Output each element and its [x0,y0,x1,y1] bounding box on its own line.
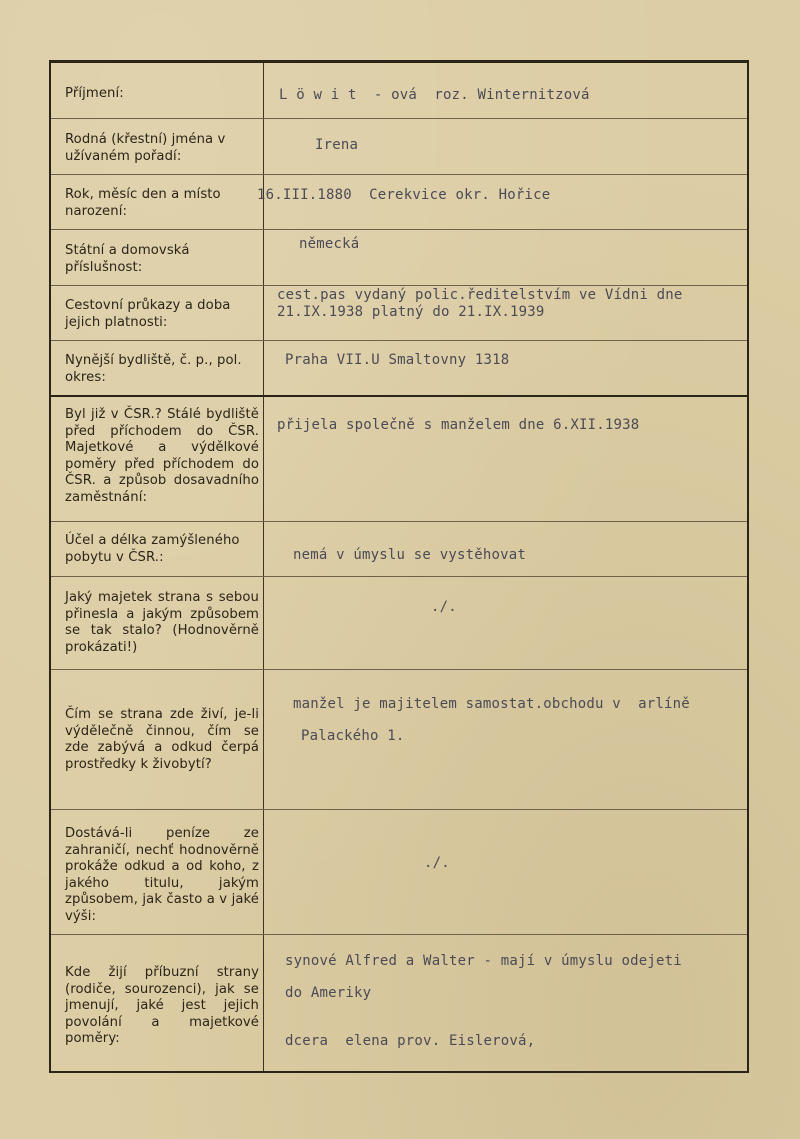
row-income [51,670,747,810]
value-passports-line-2: 21.IX.1938 platný do 21.IX.1939 [277,304,545,320]
row-purpose [51,522,747,577]
row-relatives [51,935,747,1073]
value-surname: L ö w i t - ová roz. Winternitzová [279,87,590,103]
label-property: Jaký majetek strana s sebou přinesla a jakým způsobem se tak stalo? (Hodnověrně prokázati!) [65,590,259,655]
label-passports: Cestovní průkazy a doba jejich platnosti: [65,298,231,330]
value-relatives-line-1: synové Alfred a Walter - mají v úmyslu odejeti [285,953,682,969]
value-foreign-money: ./. [424,855,450,871]
value-previous-stay: přijela společně s manželem dne 6.XII.1938 [277,417,640,433]
registration-form [49,60,749,1073]
label-foreign-money: Dostává-li peníze ze zahraničí, nechť hodnověrně prokáže odkud a od koho, z jakého titulu, jakým způsobem, jak často a v jaké výši: [65,826,259,924]
label-surname: Příjmení: [65,86,124,101]
row-citizenship [51,230,747,286]
row-previous-stay [51,397,747,522]
value-property: ./. [431,599,457,615]
value-passports-line-1: cest.pas vydaný polic.ředitelstvím ve Vídni dne [277,287,683,303]
row-residence [51,341,747,397]
value-income-line-1: manžel je majitelem samostat.obchodu v arlíně [293,696,690,712]
value-residence: Praha VII.U Smaltovny 1318 [285,352,510,368]
row-given-names [51,119,747,175]
label-birth: Rok, měsíc den a místo narození: [65,187,221,219]
row-foreign-money [51,810,747,935]
label-relatives: Kde žijí příbuzní strany (rodiče, sourozenci), jak se jmenují, jaké jest jejich povolání a majetkové poměry: [65,965,259,1046]
label-residence: Nynější bydliště, č. p., pol. okres: [65,353,242,385]
row-birth [51,175,747,230]
row-surname [51,63,747,119]
value-relatives-line-3: dcera elena prov. Eislerová, [285,1033,536,1049]
label-income: Čím se strana zde živí, je-li výdělečně činnou, čím se zde zabývá a odkud čerpá prostředky k živobytí? [65,707,259,772]
value-purpose: nemá v úmyslu se vystěhovat [293,547,526,563]
label-purpose: Účel a délka zamýšleného pobytu v ČSR.: [65,533,240,565]
value-income-line-2: Palackého 1. [301,728,405,744]
label-previous-stay: Byl již v ČSR.? Stálé bydliště před příchodem do ČSR. Majetkové a výdělkové poměry před příchodem do ČSR. a způsob dosavadního zaměstnání: [65,407,259,505]
row-property [51,577,747,670]
row-passports [51,286,747,341]
value-birth: 16.III.1880 Cerekvice okr. Hořice [257,187,551,203]
label-citizenship: Státní a domovská příslušnost: [65,243,190,275]
label-given-names: Rodná (křestní) jména v užívaném pořadí: [65,132,226,164]
value-citizenship: německá [299,236,360,252]
value-relatives-line-2: do Ameriky [285,985,372,1001]
value-given-names: Irena [315,137,359,153]
